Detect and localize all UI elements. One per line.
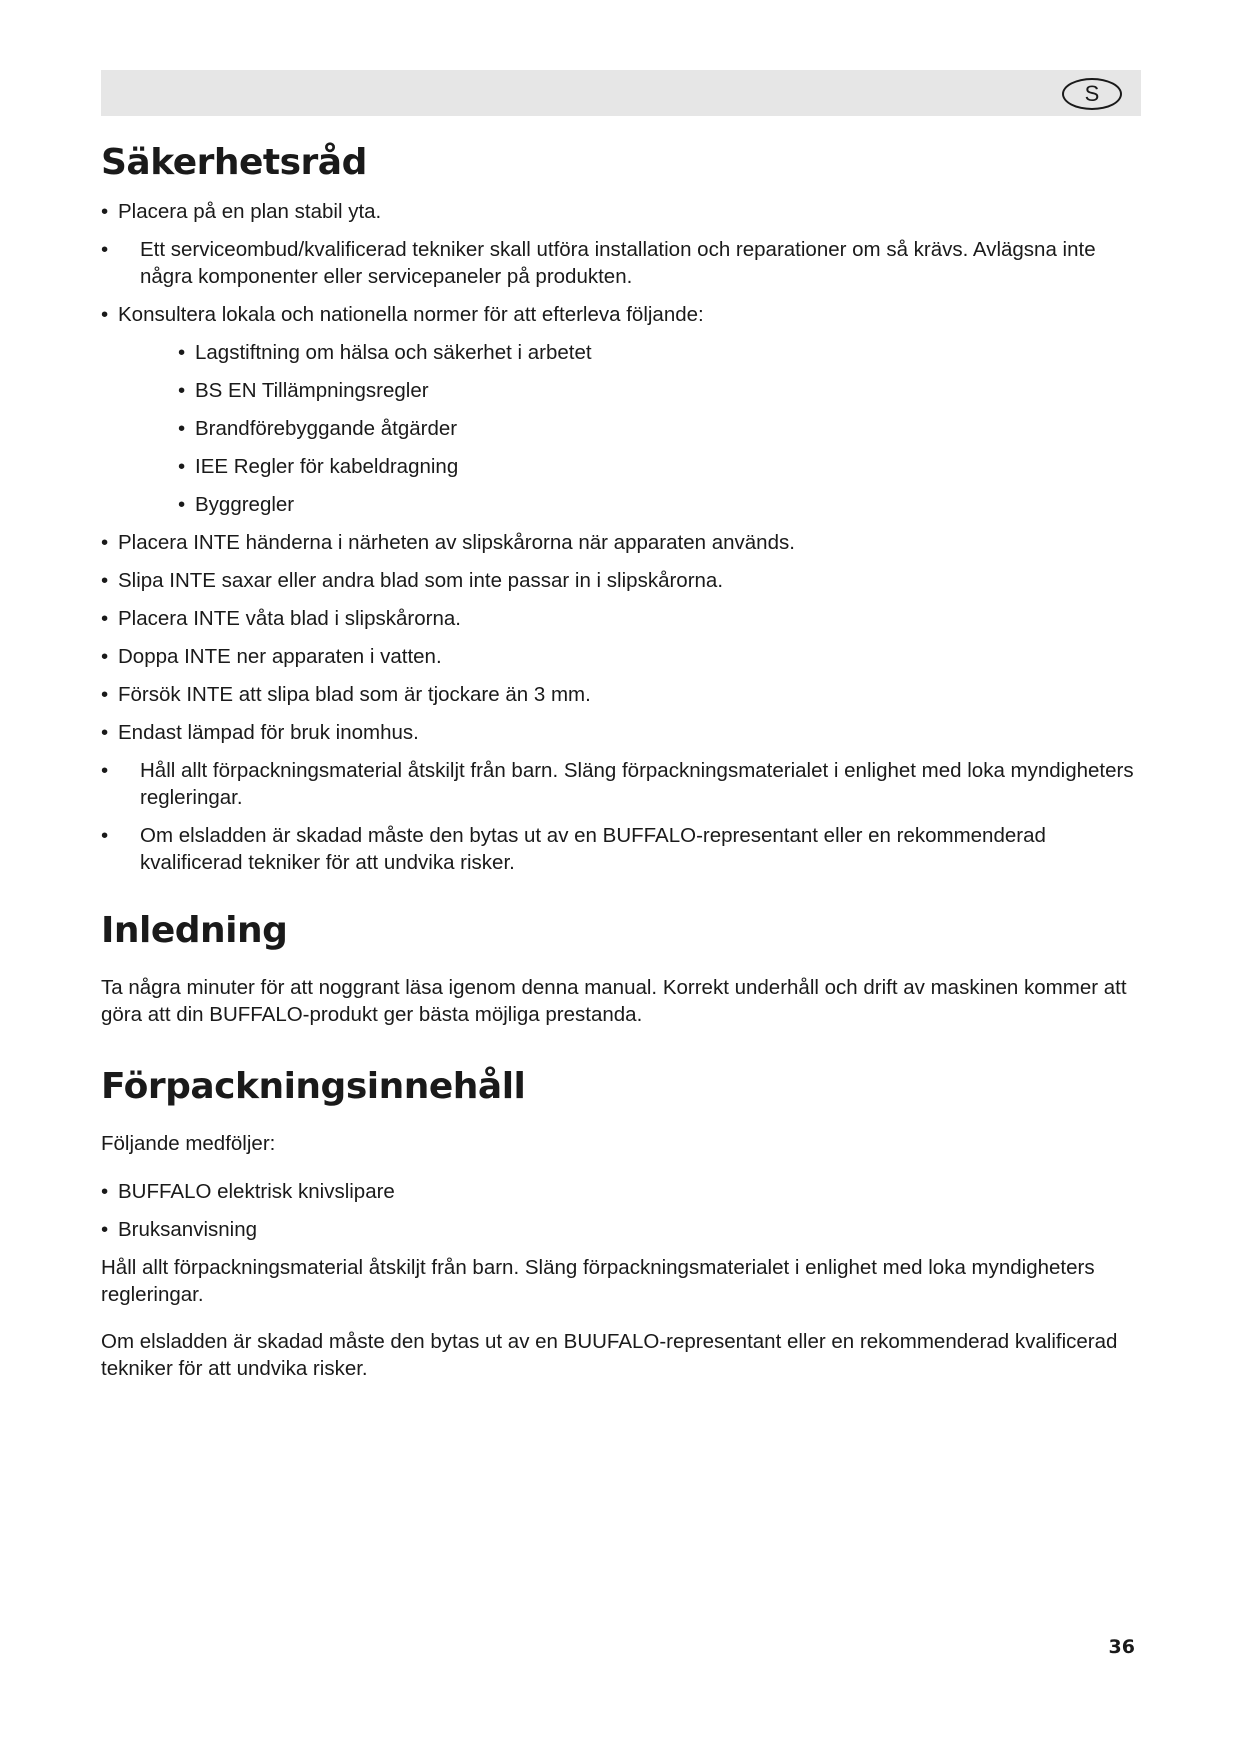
list-item: • Slipa INTE saxar eller andra blad som inte passar in i slipskårorna. [101,567,1141,594]
list-item: • Endast lämpad för bruk inomhus. [101,719,1141,746]
list-item: • Placera INTE händerna i närheten av slipskårorna när apparaten används. [101,529,1141,556]
sub-list-item: • IEE Regler för kabeldragning [101,453,1141,480]
sub-list-item: • Byggregler [101,491,1141,518]
section-title-intro: Inledning [101,910,288,951]
list-item: • Placera på en plan stabil yta. [101,198,1141,225]
list-item: • Försök INTE att slipa blad som är tjockare än 3 mm. [101,681,1141,708]
sub-list-item: • Lagstiftning om hälsa och säkerhet i arbetet [101,339,1141,366]
page-number: 36 [1108,1636,1135,1658]
safety-list [101,198,1141,876]
sub-list-item: • BS EN Tillämpningsregler [101,377,1141,404]
package-list [101,1178,1141,1243]
package-paragraph: Håll allt förpackningsmaterial åtskiljt från barn. Släng förpackningsmaterialet i enlighet med loka myndigheters regleringar. [101,1255,1095,1306]
section-title-package: Förpackningsinnehåll [101,1066,526,1107]
list-item: • Ett serviceombud/kvalificerad tekniker skall utföra installation och reparationer om så krävs. Avlägsna inte några komponenter eller servicepaneler på produkten. [101,236,1141,290]
list-item: • Doppa INTE ner apparaten i vatten. [101,643,1141,670]
list-item: • Om elsladden är skadad måste den bytas ut av en BUFFALO-representant eller en rekommenderad kvalificerad tekniker för att undvika risker. [101,822,1141,876]
language-badge: S [1062,78,1122,110]
package-lead: Följande medföljer: [101,1132,276,1155]
intro-paragraph: Ta några minuter för att noggrant läsa igenom denna manual. Korrekt underhåll och drift av maskinen kommer att göra att din BUFFALO-produkt ger bästa möjliga prestanda. [101,976,1127,1026]
list-item: • BUFFALO elektrisk knivslipare [101,1178,1141,1205]
list-item: • Placera INTE våta blad i slipskårorna. [101,605,1141,632]
sub-list-item: • Brandförebyggande åtgärder [101,415,1141,442]
package-paragraph: Om elsladden är skadad måste den bytas ut av en BUUFALO-representant eller en rekommenderad kvalificerad tekniker för att undvika risker. [101,1330,1118,1380]
list-item: • Håll allt förpackningsmaterial åtskiljt från barn. Släng förpackningsmaterialet i enlighet med loka myndigheters regleringar. [101,757,1141,811]
section-title-safety: Säkerhetsråd [101,142,367,183]
page-content [101,138,1141,1403]
list-item: • Konsultera lokala och nationella normer för att efterleva följande: [101,301,1141,328]
list-item: • Bruksanvisning [101,1216,1141,1243]
header-bar [101,70,1141,116]
